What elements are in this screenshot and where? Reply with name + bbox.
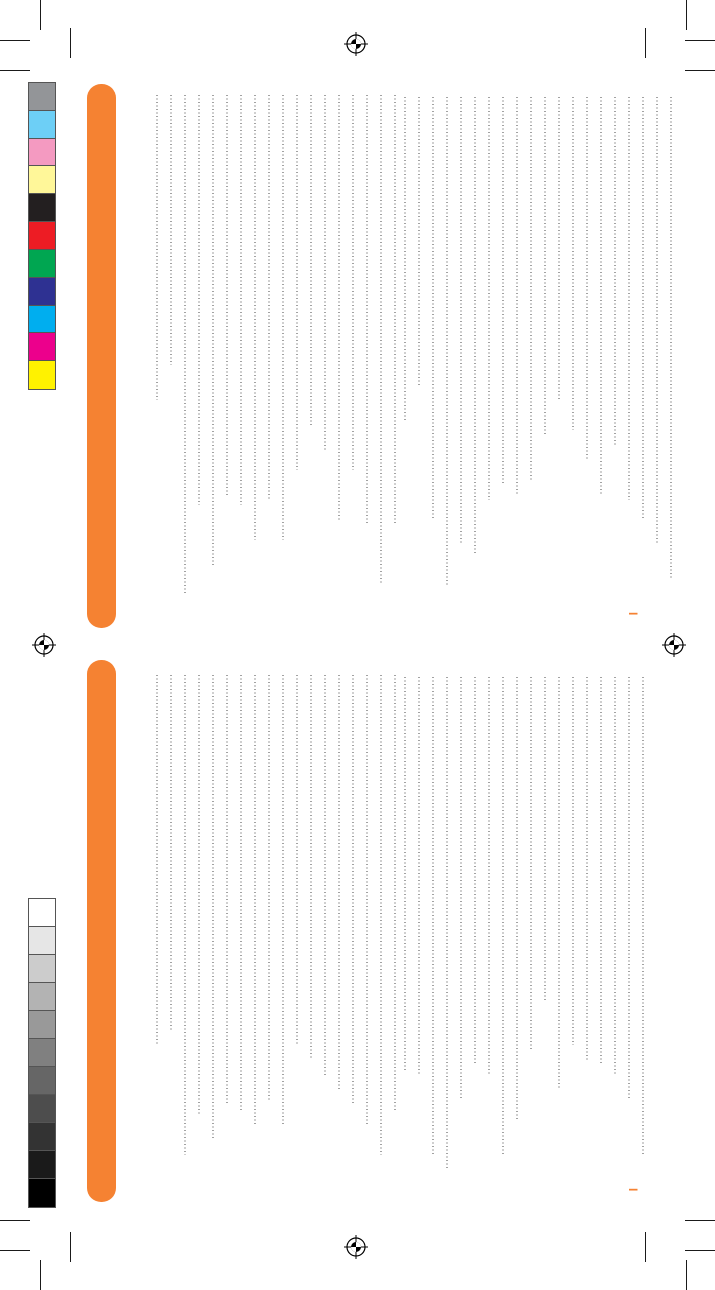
page-marker: I — [626, 1188, 640, 1192]
page-marker: I — [626, 612, 640, 616]
